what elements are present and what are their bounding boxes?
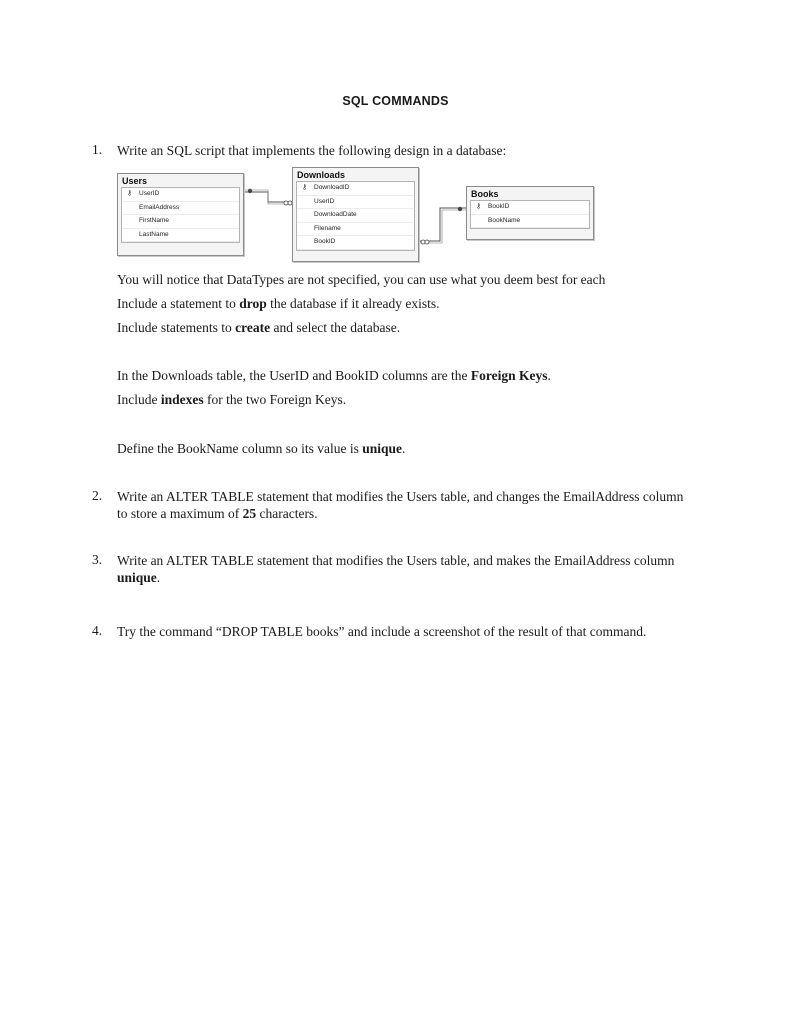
key-end-icon-2	[458, 207, 462, 211]
books-table-columns	[470, 200, 590, 229]
note-foreign-keys: In the Downloads table, the UserID and BookID columns are the Foreign Keys.	[117, 368, 551, 383]
users-table-header: Users	[122, 176, 148, 186]
users-column: EmailAddress	[122, 202, 239, 216]
users-table	[117, 173, 244, 256]
q1-text: Write an SQL script that implements the following design in a database:	[117, 143, 507, 158]
books-column: BookName	[471, 215, 589, 229]
q4-text: Try the command “DROP TABLE books” and include a screenshot of the result of that command.	[117, 624, 647, 639]
users-table-columns	[121, 187, 240, 243]
downloads-table-header: Downloads	[297, 170, 346, 180]
note-unique: Define the BookName column so its value is unique.	[117, 441, 406, 456]
books-column: ⚷ BookID	[471, 201, 589, 215]
infinity-end-icon	[284, 201, 288, 205]
q3-number: 3.	[92, 552, 103, 567]
infinity-end-icon-2b	[425, 240, 429, 244]
books-table-header: Books	[471, 189, 499, 199]
key-end-icon	[248, 189, 252, 193]
note-drop: Include a statement to drop the database if it already exists.	[117, 296, 440, 311]
note-create: Include statements to create and select the database.	[117, 320, 401, 335]
q1-number: 1.	[92, 142, 103, 157]
page-title: SQL COMMANDS	[342, 94, 449, 108]
downloads-column: Filename	[297, 223, 414, 237]
users-column: ⚷ UserID	[122, 188, 239, 202]
downloads-column: DownloadDate	[297, 209, 414, 223]
books-table	[466, 186, 594, 240]
downloads-books-link-shadow	[418, 210, 466, 243]
infinity-end-icon-2	[421, 240, 425, 244]
key-icon: ⚷	[476, 203, 482, 210]
note-indexes: Include indexes for the two Foreign Keys.	[117, 392, 347, 407]
downloads-column: UserID	[297, 196, 414, 210]
users-column: FirstName	[122, 215, 239, 229]
key-icon: ⚷	[127, 190, 133, 197]
downloads-table	[292, 167, 419, 262]
q3-text: Write an ALTER TABLE statement that modifies the Users table, and makes the EmailAddress column unique.	[117, 553, 675, 585]
q2-number: 2.	[92, 488, 103, 503]
q2-text: Write an ALTER TABLE statement that modifies the Users table, and changes the EmailAddress column to store a maximum of 25 characters.	[117, 489, 684, 521]
users-downloads-link	[243, 192, 292, 202]
downloads-table-columns	[296, 181, 415, 251]
downloads-column: BookID	[297, 236, 414, 250]
note-datatypes: You will notice that DataTypes are not specified, you can use what you deem best for each	[117, 272, 606, 287]
downloads-column: ⚷ DownloadID	[297, 182, 414, 196]
key-icon: ⚷	[302, 184, 308, 191]
users-column: LastName	[122, 229, 239, 243]
q4-number: 4.	[92, 623, 103, 638]
